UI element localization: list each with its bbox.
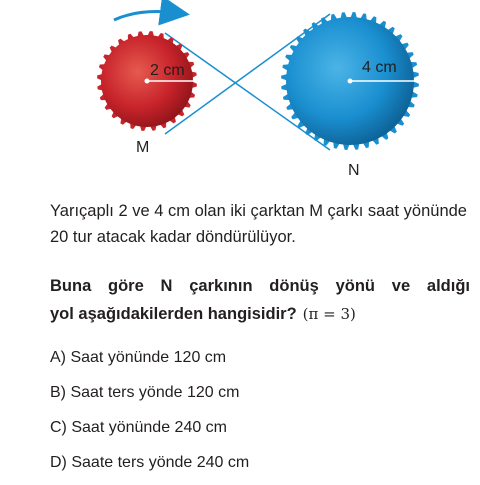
answer-options [50,345,249,485]
pi-note: (π = 3) [302,305,356,323]
option-letter: B) [50,384,66,401]
option-text: Saat ters yönde 120 cm [70,384,240,401]
gear-n [281,12,419,179]
gear-m-label: M [136,139,150,156]
question-prompt-line1: Buna göre N çarkının dönüş yönü ve aldığı [50,277,470,295]
option-text: Saate ters yönde 240 cm [71,454,250,471]
gear-n-label: N [348,162,360,179]
option-letter: A) [50,349,66,366]
gear-figure [0,0,480,190]
option-text: Saat yönünde 120 cm [70,349,227,366]
option-b[interactable] [50,380,249,415]
option-letter: C) [50,419,67,436]
gear-n-radius-label: 4 cm [362,59,397,76]
question-prompt [50,272,470,328]
gear-m-radius-label: 2 cm [150,62,185,79]
option-letter: D) [50,454,67,471]
option-a[interactable] [50,345,249,380]
option-c[interactable] [50,415,249,450]
rotation-arrow-icon [114,12,178,20]
option-d[interactable] [50,450,249,485]
question-prompt-line2 [50,300,470,328]
gear-m [97,31,197,156]
question-stem: Yarıçaplı 2 ve 4 cm olan iki çarktan M çarkı saat yönünde 20 tur atacak kadar döndürülüyor. [50,202,467,246]
option-text: Saat yönünde 240 cm [71,419,228,436]
question-prompt-line2-text: yol aşağıdakilerden hangisidir? [50,305,297,323]
